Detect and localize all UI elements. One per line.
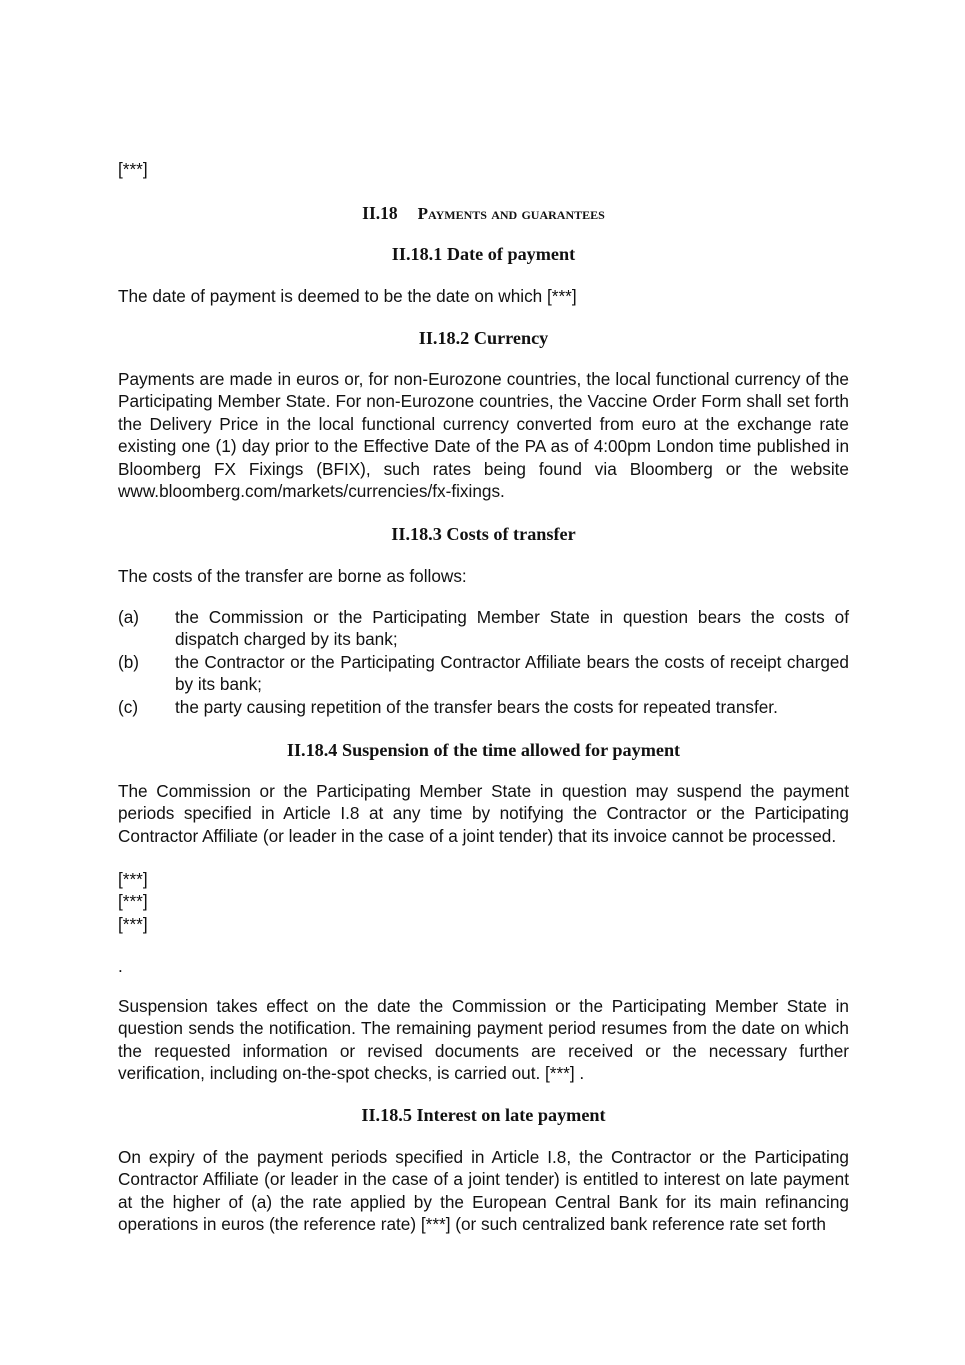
redaction-line: [***] xyxy=(118,891,148,912)
list-item-text: the Commission or the Participating Member State in question bears the costs of dispatch charged by its bank; xyxy=(175,607,849,650)
list-item-c xyxy=(118,696,849,718)
section-number: II.18 xyxy=(362,203,398,223)
paragraph-currency: Payments are made in euros or, for non-Eurozone countries, the local functional currency of the Participating Member State. For non-Eurozone countries, the Vaccine Order Form shall set forth the Delivery Price in the local functional currency converted from euro at the exchange rate existing one (1) day prior to the Effective Date of the PA as of 4:00pm London time published in Bloomberg FX Fixings (BFIX), such rates being found via Bloomberg or the website www.bloomberg.com/markets/currencies/fx-fixings. xyxy=(118,369,849,502)
top-redaction: [***] xyxy=(118,159,148,179)
list-item-b xyxy=(118,651,849,696)
heading-date-of-payment: II.18.1 Date of payment xyxy=(391,244,576,264)
paragraph-interest-late-payment: On expiry of the payment periods specified in Article I.8, the Contractor or the Participating Contractor Affiliate (or leader in the case of a joint tender) is entitled to interest on late payment at the higher of (a) the rate applied by the European Central Bank for its main refinancing operations in euros (the reference rate) [***] (or such centralized bank reference rate set forth xyxy=(118,1147,849,1235)
redaction-line: [***] xyxy=(118,869,148,889)
list-item-text: the party causing repetition of the transfer bears the costs for repeated transfer. xyxy=(175,697,778,717)
heading-interest-late-payment: II.18.5 Interest on late payment xyxy=(361,1105,606,1125)
section-title: Payments and guarantees xyxy=(417,204,605,223)
heading-costs-of-transfer: II.18.3 Costs of transfer xyxy=(391,524,576,544)
list-marker: (c) xyxy=(118,697,139,717)
heading-suspension: II.18.4 Suspension of the time allowed for payment xyxy=(286,740,681,760)
list-marker: (a) xyxy=(118,607,140,627)
paragraph-suspension: The Commission or the Participating Member State in question may suspend the payment periods specified in Article I.8 at any time by notifying the Contractor or the Participating Contractor Affiliate (or leader in the case of a joint tender) that its invoice cannot be processed. xyxy=(118,781,849,846)
paragraph-costs-intro: The costs of the transfer are borne as follows: xyxy=(118,566,467,586)
redaction-line: [***] xyxy=(118,913,148,934)
paragraph-date-of-payment: The date of payment is deemed to be the date on which [***] xyxy=(118,286,577,306)
list-marker: (b) xyxy=(118,652,140,672)
redaction-block xyxy=(118,868,148,935)
lone-period: . xyxy=(118,956,123,976)
section-heading xyxy=(118,202,849,225)
list-item-text: the Contractor or the Participating Contractor Affiliate bears the costs of receipt charged by its bank; xyxy=(175,652,849,695)
paragraph-suspension-effect: Suspension takes effect on the date the Commission or the Participating Member State in question sends the notification. The remaining payment period resumes from the date on which the requested information or revised documents are received or the necessary further verification, including on-the-spot checks, is carried out. [***] . xyxy=(118,996,849,1084)
heading-currency: II.18.2 Currency xyxy=(418,328,549,348)
list-item-a xyxy=(118,606,849,651)
